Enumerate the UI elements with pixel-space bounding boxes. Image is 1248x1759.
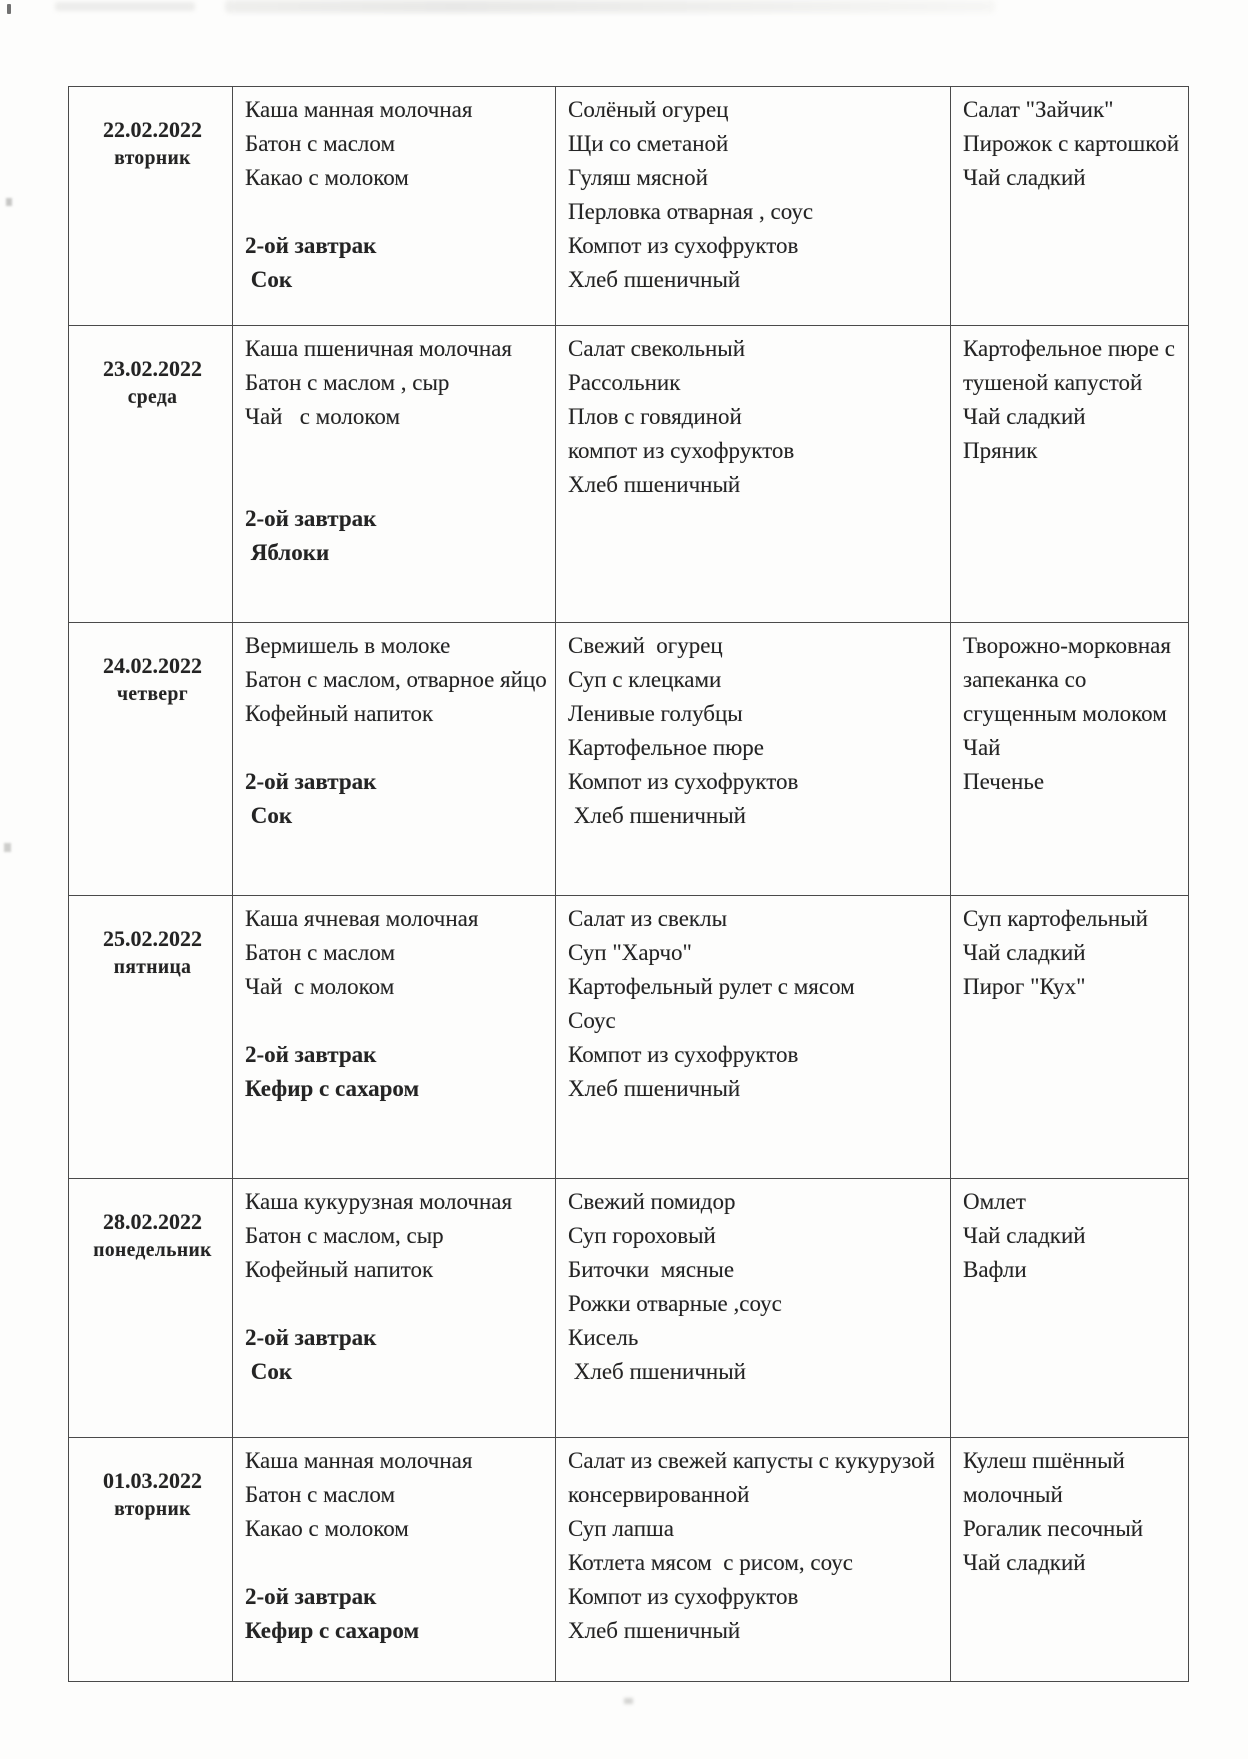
dinner-items (963, 1185, 1180, 1287)
menu-item-line: Биточки мясные (568, 1257, 735, 1282)
second-breakfast (245, 502, 547, 570)
date-text: 28.02.2022 (103, 1209, 202, 1234)
menu-item-line: Салат из свеклы (568, 906, 728, 931)
menu-item-line: Батон с маслом , сыр (245, 370, 450, 395)
dinner-cell (951, 1179, 1189, 1438)
lunch-cell (556, 326, 951, 623)
second-breakfast-value: Сок (245, 1359, 293, 1384)
menu-item-line: Какао с молоком (245, 165, 409, 190)
date-text: 23.02.2022 (103, 356, 202, 381)
dinner-cell (951, 1438, 1189, 1682)
menu-item-line: Компот из сухофруктов (568, 1042, 799, 1067)
breakfast-items (245, 629, 547, 731)
dinner-cell (951, 896, 1189, 1179)
menu-item-line: Творожно-морковная запеканка со сгущенным молоком (963, 633, 1177, 726)
menu-item-line: Компот из сухофруктов (568, 769, 799, 794)
breakfast-cell (233, 896, 556, 1179)
second-breakfast (245, 1038, 547, 1106)
menu-item-line: Чай сладкий (963, 1223, 1086, 1248)
menu-item-line: Каша кукурузная молочная (245, 1189, 513, 1214)
second-breakfast (245, 1580, 547, 1648)
dinner-items (963, 1444, 1180, 1580)
date-cell (69, 623, 233, 896)
second-breakfast-label: 2-ой завтрак (245, 769, 377, 794)
menu-item-line: Картофельный рулет с мясом (568, 974, 855, 999)
date-cell (69, 87, 233, 326)
menu-item-line: Хлеб пшеничный (568, 1359, 746, 1384)
menu-item-line: Печенье (963, 769, 1045, 794)
day-text: вторник (114, 1499, 191, 1520)
date-text: 01.03.2022 (103, 1468, 202, 1493)
menu-item-line: Суп "Харчо" (568, 940, 692, 965)
menu-table-body (69, 87, 1189, 1682)
menu-item-line: Батон с маслом (245, 131, 395, 156)
menu-item-line: Суп картофельный (963, 906, 1148, 931)
dinner-items (963, 93, 1180, 195)
menu-item-line: Суп гороховый (568, 1223, 716, 1248)
second-breakfast-value: Яблоки (245, 540, 330, 565)
menu-item-line: компот из сухофруктов (568, 438, 795, 463)
date-cell (69, 326, 233, 623)
menu-item-line: Батон с маслом, сыр (245, 1223, 444, 1248)
breakfast-items (245, 93, 547, 195)
second-breakfast-value: Сок (245, 267, 293, 292)
menu-item-line: Рожки отварные ,соус (568, 1291, 782, 1316)
menu-item-line: Вермишель в молоке (245, 633, 451, 658)
menu-item-line: Хлеб пшеничный (568, 267, 741, 292)
date-cell (69, 1438, 233, 1682)
menu-item-line: Картофельное пюре с тушеной капустой (963, 336, 1181, 395)
breakfast-items (245, 902, 547, 1004)
menu-item-line: Чай (963, 735, 1001, 760)
dinner-items (963, 902, 1180, 1004)
menu-item-line: Салат "Зайчик" (963, 97, 1114, 122)
day-text: вторник (114, 148, 191, 169)
breakfast-cell (233, 1438, 556, 1682)
menu-item-line: Плов с говядиной (568, 404, 742, 429)
menu-item-line: Салат из свежей капусты с кукурузой консервированной (568, 1448, 941, 1507)
menu-item-line: Перловка отварная , соус (568, 199, 814, 224)
second-breakfast-label: 2-ой завтрак (245, 506, 377, 531)
lunch-cell (556, 87, 951, 326)
breakfast-items (245, 1185, 547, 1287)
scan-artifact (55, 2, 195, 11)
menu-item-line: Батон с маслом (245, 1482, 395, 1507)
dinner-cell (951, 623, 1189, 896)
menu-item-line: Кисель (568, 1325, 639, 1350)
second-breakfast (245, 765, 547, 833)
lunch-cell (556, 1179, 951, 1438)
lunch-items (568, 1444, 942, 1648)
menu-item-line: Пирог "Кух" (963, 974, 1086, 999)
menu-item-line: Каша ячневая молочная (245, 906, 479, 931)
dinner-cell (951, 326, 1189, 623)
breakfast-items (245, 1444, 547, 1546)
menu-item-line: Каша пшеничная молочная (245, 336, 512, 361)
table-row (69, 1438, 1189, 1682)
lunch-items (568, 93, 942, 297)
menu-item-line: Свежий помидор (568, 1189, 736, 1214)
menu-item-line: Чай сладкий (963, 404, 1086, 429)
menu-item-line: Щи со сметаной (568, 131, 729, 156)
second-breakfast-label: 2-ой завтрак (245, 233, 377, 258)
dinner-items (963, 629, 1180, 799)
dinner-cell (951, 87, 1189, 326)
menu-table (68, 86, 1189, 1682)
day-text: понедельник (93, 1240, 212, 1261)
menu-item-line: Гуляш мясной (568, 165, 708, 190)
date-text: 25.02.2022 (103, 926, 202, 951)
menu-item-line: Соус (568, 1008, 616, 1033)
second-breakfast-label: 2-ой завтрак (245, 1042, 377, 1067)
menu-item-line: Хлеб пшеничный (568, 472, 741, 497)
menu-item-line: Кофейный напиток (245, 1257, 434, 1282)
scan-artifact (624, 1698, 633, 1704)
menu-item-line: Рогалик песочный (963, 1516, 1144, 1541)
second-breakfast-value: Кефир с сахаром (245, 1618, 420, 1643)
day-text: четверг (117, 684, 188, 705)
menu-item-line: Чай с молоком (245, 974, 395, 999)
table-row (69, 1179, 1189, 1438)
second-breakfast-label: 2-ой завтрак (245, 1584, 377, 1609)
menu-item-line: Хлеб пшеничный (568, 803, 746, 828)
menu-item-line: Омлет (963, 1189, 1026, 1214)
date-cell (69, 896, 233, 1179)
scan-artifact (7, 4, 11, 14)
menu-item-line: Хлеб пшеничный (568, 1076, 741, 1101)
lunch-cell (556, 896, 951, 1179)
menu-item-line: Суп с клецками (568, 667, 722, 692)
menu-item-line: Салат свекольный (568, 336, 746, 361)
second-breakfast (245, 229, 547, 297)
table-row (69, 87, 1189, 326)
menu-item-line: Свежий огурец (568, 633, 723, 658)
dinner-items (963, 332, 1180, 468)
menu-item-line: Картофельное пюре (568, 735, 765, 760)
menu-item-line: Кулеш пшённый молочный (963, 1448, 1131, 1507)
date-cell (69, 1179, 233, 1438)
scan-artifact (4, 843, 11, 852)
breakfast-cell (233, 87, 556, 326)
lunch-items (568, 1185, 942, 1389)
table-row (69, 896, 1189, 1179)
menu-item-line: Какао с молоком (245, 1516, 409, 1541)
menu-item-line: Суп лапша (568, 1516, 674, 1541)
menu-item-line: Рассольник (568, 370, 681, 395)
menu-item-line: Чай с молоком (245, 404, 401, 429)
menu-item-line: Вафли (963, 1257, 1027, 1282)
day-text: среда (127, 387, 178, 408)
scan-artifact (6, 198, 12, 206)
second-breakfast (245, 1321, 547, 1389)
menu-item-line: Пряник (963, 438, 1038, 463)
menu-item-line: Котлета мясом с рисом, соус (568, 1550, 853, 1575)
second-breakfast-label: 2-ой завтрак (245, 1325, 377, 1350)
breakfast-cell (233, 326, 556, 623)
date-text: 24.02.2022 (103, 653, 202, 678)
menu-item-line: Ленивые голубцы (568, 701, 743, 726)
breakfast-cell (233, 623, 556, 896)
scan-artifact (225, 0, 995, 13)
menu-item-line: Компот из сухофруктов (568, 1584, 799, 1609)
lunch-items (568, 629, 942, 833)
breakfast-cell (233, 1179, 556, 1438)
menu-item-line: Батон с маслом, отварное яйцо (245, 667, 547, 692)
table-row (69, 623, 1189, 896)
lunch-items (568, 332, 942, 502)
menu-item-line: Хлеб пшеничный (568, 1618, 741, 1643)
date-text: 22.02.2022 (103, 117, 202, 142)
table-row (69, 326, 1189, 623)
lunch-cell (556, 623, 951, 896)
second-breakfast-value: Кефир с сахаром (245, 1076, 420, 1101)
breakfast-items (245, 332, 547, 434)
lunch-cell (556, 1438, 951, 1682)
day-text: пятница (113, 957, 192, 978)
menu-item-line: Кофейный напиток (245, 701, 434, 726)
menu-item-line: Чай сладкий (963, 940, 1086, 965)
menu-item-line: Пирожок с картошкой (963, 131, 1180, 156)
menu-item-line: Компот из сухофруктов (568, 233, 799, 258)
menu-item-line: Батон с маслом (245, 940, 395, 965)
menu-item-line: Чай сладкий (963, 165, 1086, 190)
menu-item-line: Каша манная молочная (245, 1448, 473, 1473)
second-breakfast-value: Сок (245, 803, 293, 828)
lunch-items (568, 902, 942, 1106)
menu-item-line: Каша манная молочная (245, 97, 473, 122)
menu-item-line: Солёный огурец (568, 97, 729, 122)
menu-item-line: Чай сладкий (963, 1550, 1086, 1575)
